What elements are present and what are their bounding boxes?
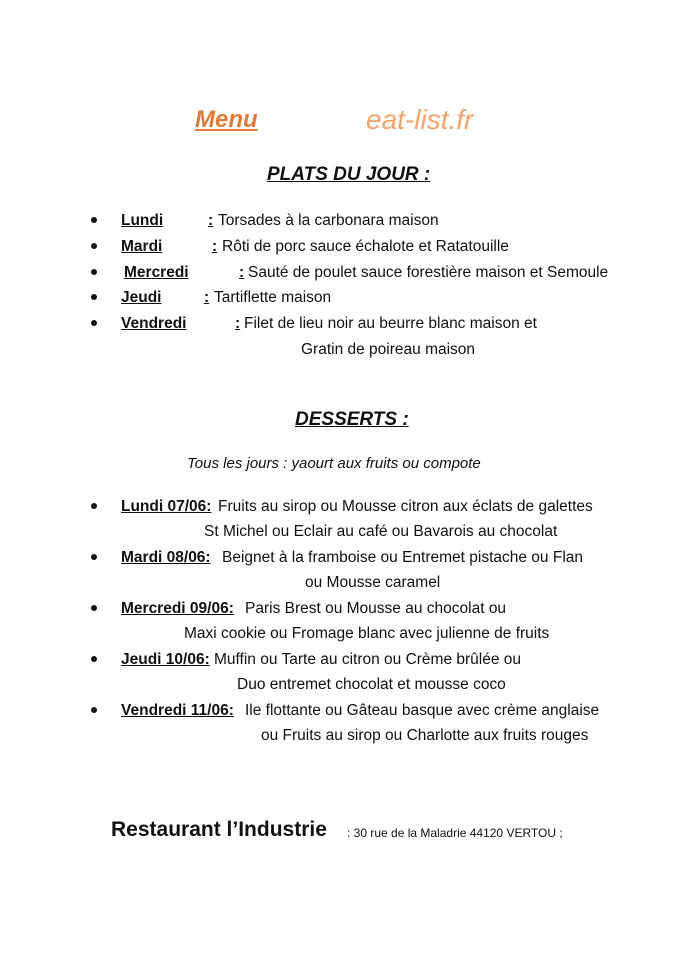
- plats-section-title: PLATS DU JOUR :: [267, 164, 431, 185]
- bullet-icon: [91, 554, 97, 560]
- bullet-icon: [91, 605, 97, 611]
- day-label: Vendredi: [121, 315, 187, 332]
- day-label: Mercredi: [124, 264, 189, 281]
- colon-separator: :: [212, 238, 218, 255]
- day-label: Jeudi 10/06:: [121, 651, 210, 668]
- restaurant-address: : 30 rue de la Maladrie 44120 VERTOU ;: [347, 826, 563, 840]
- day-label: Jeudi: [121, 289, 162, 306]
- colon-separator: :: [208, 212, 214, 229]
- day-label: Lundi 07/06:: [121, 498, 212, 515]
- colon-separator: :: [204, 289, 210, 306]
- desserts-section-title: DESSERTS :: [295, 409, 409, 430]
- dish-text: Sauté de poulet sauce forestière maison et Semoule: [248, 264, 609, 281]
- dish-text: Rôti de porc sauce échalote et Ratatouille: [222, 238, 509, 255]
- day-label: Mardi: [121, 238, 163, 255]
- day-label: Mercredi 09/06:: [121, 600, 234, 617]
- dessert-text-continued: ou Fruits au sirop ou Charlotte aux fruits rouges: [261, 727, 589, 744]
- dessert-text: Muffin ou Tarte au citron ou Crème brûlée ou: [214, 651, 522, 668]
- dish-text: Tartiflette maison: [214, 289, 332, 306]
- dessert-text-continued: ou Mousse caramel: [305, 574, 441, 591]
- colon-separator: :: [235, 315, 241, 332]
- bullet-icon: [91, 656, 97, 662]
- dessert-text-continued: Maxi cookie ou Fromage blanc avec julienne de fruits: [184, 625, 550, 642]
- dessert-text: Ile flottante ou Gâteau basque avec crème anglaise: [245, 702, 600, 719]
- dish-text: Filet de lieu noir au beurre blanc maison et: [244, 315, 537, 332]
- watermark: eat-list.fr: [366, 104, 474, 135]
- day-label: Mardi 08/06:: [121, 549, 211, 566]
- bullet-icon: [91, 294, 97, 300]
- dessert-text-continued: Duo entremet chocolat et mousse coco: [237, 676, 506, 693]
- dessert-text: Fruits au sirop ou Mousse citron aux éclats de galettes: [218, 498, 593, 515]
- bullet-icon: [91, 269, 97, 275]
- desserts-subtitle: Tous les jours : yaourt aux fruits ou compote: [187, 455, 481, 472]
- bullet-icon: [91, 707, 97, 713]
- dessert-text: Paris Brest ou Mousse au chocolat ou: [245, 600, 507, 617]
- menu-title: Menu: [195, 106, 258, 133]
- day-label: Lundi: [121, 212, 164, 229]
- dish-text-continued: Gratin de poireau maison: [301, 341, 476, 358]
- dessert-text: Beignet à la framboise ou Entremet pistache ou Flan: [222, 549, 584, 566]
- day-label: Vendredi 11/06:: [121, 702, 234, 719]
- dish-text: Torsades à la carbonara maison: [218, 212, 439, 229]
- restaurant-name: Restaurant l’Industrie: [111, 818, 327, 841]
- bullet-icon: [91, 217, 97, 223]
- dessert-text-continued: St Michel ou Eclair au café ou Bavarois au chocolat: [204, 523, 558, 540]
- bullet-icon: [91, 243, 97, 249]
- bullet-icon: [91, 503, 97, 509]
- bullet-icon: [91, 320, 97, 326]
- colon-separator: :: [239, 264, 245, 281]
